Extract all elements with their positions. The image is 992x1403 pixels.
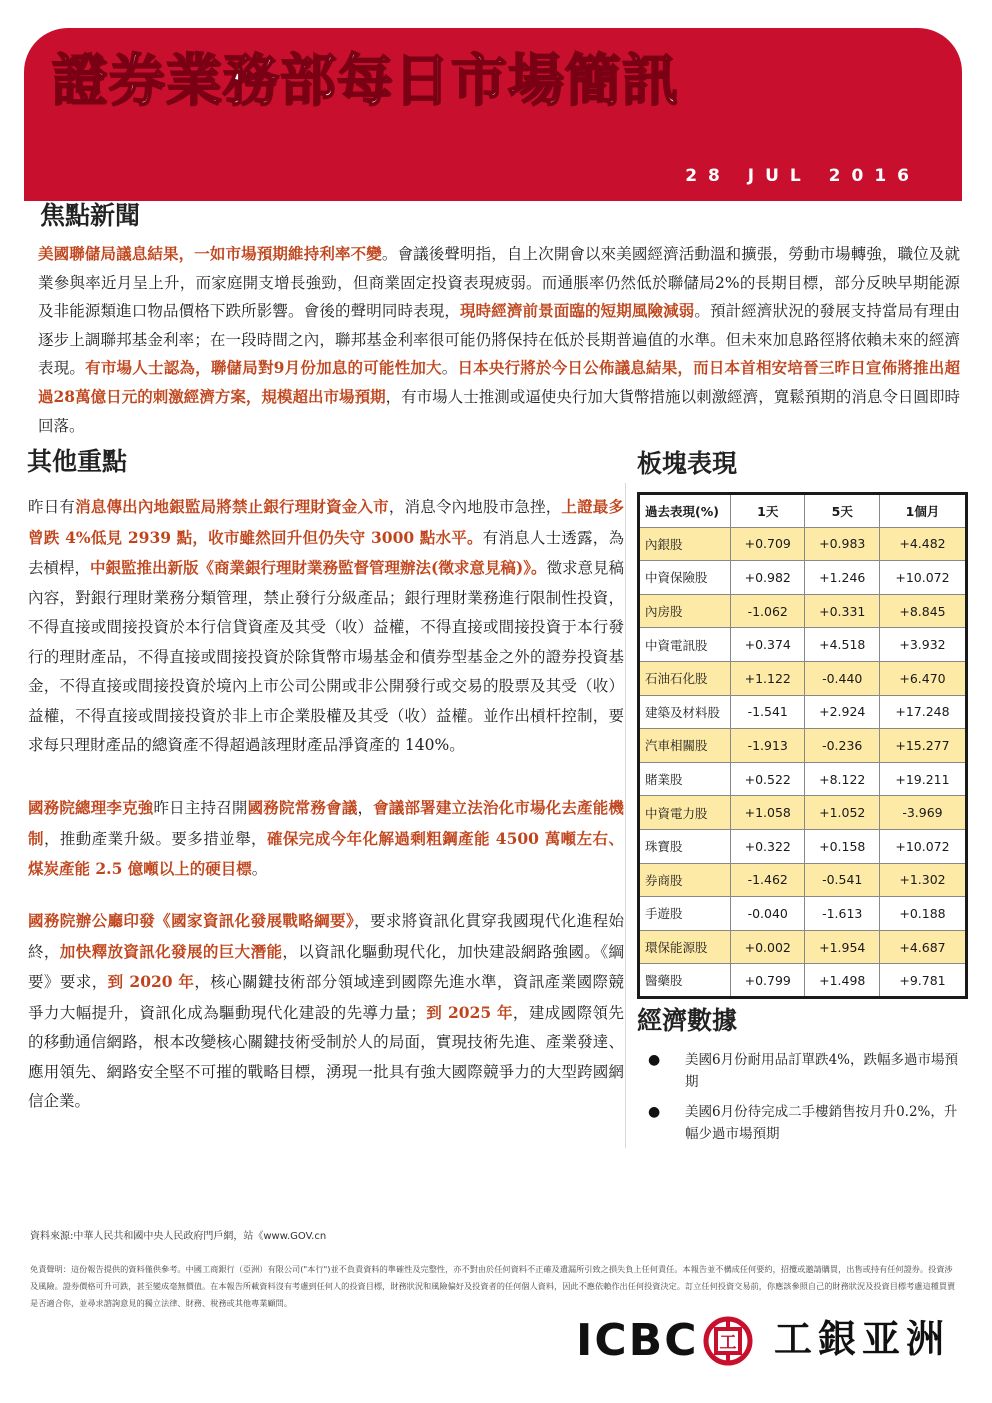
page-title: 證券業務部每日市場簡訊: [52, 49, 679, 114]
value-5d: -1.613: [805, 897, 879, 931]
table-row: [639, 729, 967, 763]
bullet-icon: ●: [648, 1104, 661, 1120]
value-5d: -0.440: [805, 661, 879, 695]
table-row: [639, 561, 967, 595]
table-row: [639, 796, 967, 830]
body-text: 。會議後聲明指，自上次開會以來美國經濟活動溫和擴張，勞動市場轉強，職位及就業參與率近月呈上升，而家庭開支增長強勁，但商業固定投資表現疲弱。而通脹率仍然低於聯儲局2%的長期目標，部分反映早期能源及非能源類進口物品價格下跌所影響。會後的聲明同時表現，: [38, 245, 960, 321]
value-5d: +1.246: [805, 561, 879, 595]
body-text: 。: [251, 860, 268, 878]
value-1d: -1.462: [731, 863, 805, 897]
table-row: [639, 762, 967, 796]
body-text: 。: [441, 359, 458, 378]
value-1m: +10.072: [879, 829, 966, 863]
sector-name: 券商股: [639, 863, 731, 897]
value-1m: +8.845: [879, 594, 966, 628]
sector-name: 內銀股: [639, 527, 731, 561]
sector-name: 石油石化股: [639, 661, 731, 695]
value-5d: +8.122: [805, 762, 879, 796]
value-1d: +0.322: [731, 829, 805, 863]
highlighted-text: 有市場人士認為，聯儲局對9月份加息的可能性加大: [85, 358, 442, 378]
focus-news-heading: 焦點新聞: [40, 201, 141, 230]
value-1m: +15.277: [879, 729, 966, 763]
economic-item: [648, 1101, 968, 1145]
col-header-5d: 5天: [805, 494, 879, 528]
value-1d: -1.541: [731, 695, 805, 729]
disclaimer: 免責聲明：這份報告提供的資料僅供參考。中國工商銀行（亞洲）有限公司("本行")並不負責資料的準確性及完整性，亦不對由於任何資料不正確及遺漏所引致之損失負上任何責任。本報告並不構成任何要約，招攬或邀請購買，出售或持有任何證券。投資涉及風險。證券價格可升可跌，甚至變成毫無價值。在本報告所載資料沒有考慮到任何人的投資目標，財務狀況和風險偏好及投資者的任何個人資料，因此不應依賴作出任何投資決定。訂立任何投資交易前，你應該參照自己的財務狀況及投資目標考慮這種買賣是否適合你，並尋求諮詢意見的獨立法律、財務、稅務或其他專業顧問。: [30, 1264, 956, 1308]
table-row: [639, 964, 967, 998]
value-1d: +0.002: [731, 930, 805, 964]
body-text: 有消息人士透露，為去槓桿，: [28, 528, 624, 577]
economic-item-text: 美國6月份耐用品訂單跌4%，跌幅多過市場預期: [685, 1052, 959, 1090]
economic-data-heading: 經濟數據: [637, 1006, 738, 1035]
highlighted-text: 日本央行將於今日公佈議息結果，而日本首相安培晉三昨日宣佈將推出超過28萬億日元的刺激經濟方案，規模超出市場預期: [38, 358, 960, 406]
value-5d: +0.331: [805, 594, 879, 628]
table-row: [639, 829, 967, 863]
table-row: [639, 863, 967, 897]
icbc-logo: [576, 1315, 962, 1367]
sector-name: 建築及材料股: [639, 695, 731, 729]
value-1d: +0.522: [731, 762, 805, 796]
value-5d: +4.518: [805, 628, 879, 662]
value-1m: +9.781: [879, 964, 966, 998]
highlighted-text: 上證最多曾跌 4%低見 2939 點，收市雖然回升但仍失守 3000 點水平。: [28, 497, 624, 547]
value-1d: +1.122: [731, 661, 805, 695]
sector-name: 內房股: [639, 594, 731, 628]
value-1d: -0.040: [731, 897, 805, 931]
value-1d: +1.058: [731, 796, 805, 830]
logo-chinese: 工銀亚洲: [774, 1317, 951, 1361]
value-1m: +4.687: [879, 930, 966, 964]
economic-item-text: 美國6月份待完成二手樓銷售按月升0.2%，升幅少過市場預期: [685, 1104, 958, 1142]
value-5d: -0.236: [805, 729, 879, 763]
sector-name: 中資電訊股: [639, 628, 731, 662]
highlighted-text: 中銀監推出新版《商業銀行理財業務監督管理辦法(徵求意見稿)》。: [90, 558, 547, 577]
value-1m: +3.932: [879, 628, 966, 662]
body-text: 。預計經濟狀況的發展支持當局有理由逐步上調聯邦基金利率；在一段時間之內，聯邦基金利率很可能仍將保持在低於長期普遍值的水準。但未來加息路徑將依賴未來的經濟表現。: [38, 302, 960, 378]
sector-name: 手遊股: [639, 897, 731, 931]
highlighted-text: 國務院辦公廳印發《國家資訊化發展戰略綱要》: [28, 911, 355, 930]
value-5d: +1.954: [805, 930, 879, 964]
highlighted-text: 會議部署建立法治化市場化去產能機制: [28, 798, 624, 848]
report-date: 28 JUL 2016: [685, 166, 920, 186]
value-1d: +0.982: [731, 561, 805, 595]
value-5d: -0.541: [805, 863, 879, 897]
focus-news-body: [38, 240, 960, 440]
value-5d: +1.498: [805, 964, 879, 998]
body-text: 昨日主持召開: [153, 799, 248, 817]
sector-name: 珠寶股: [639, 829, 731, 863]
col-header-period: 過去表現(%): [639, 494, 731, 528]
value-1d: -1.913: [731, 729, 805, 763]
value-5d: +2.924: [805, 695, 879, 729]
table-row: [639, 897, 967, 931]
table-row: [639, 628, 967, 662]
body-text: 昨日有: [28, 498, 76, 516]
column-divider: [625, 483, 626, 1148]
body-text: ，消息令內地股市急挫，: [388, 498, 562, 516]
highlighted-text: 國務院總理李克強: [28, 798, 154, 817]
sector-performance-table: [637, 492, 968, 999]
table-row: [639, 661, 967, 695]
table-header-row: [639, 494, 967, 528]
value-1m: +4.482: [879, 527, 966, 561]
highlighted-text: 現時經濟前景面臨的短期風險減弱: [459, 301, 695, 321]
body-text: 徵求意見稿內容，對銀行理財業務分類管理，禁止發行分級產品；銀行理財業務進行限制性投資，不得直接或間接投資於本行信貸資產及其受（收）益權，不得直接或間接投資于本行發行的理財產品，不得直接或間接投資於除貨幣市場基金和債券型基金之外的證券投資基金，不得直接或間接投資於境內上市公司公開或非公開發行或交易的股票及其受（收）益權，不得直接或間接投資於非上市企業股權及其受（收）益權。並作出槓杆控制，要求每只理財產品的總資產不得超過該理財產品淨資產的 140%。: [28, 559, 624, 754]
highlighted-text: 確保完成今年化解過剩粗鋼產能 4500 萬噸左右、煤炭產能 2.5 億噸以上的硬目標: [28, 828, 624, 878]
logo-mark-text: 工: [719, 1333, 737, 1353]
value-1d: +0.374: [731, 628, 805, 662]
source-note: 資料來源:中華人民共和國中央人民政府門戶網，站《www.GOV.cn: [30, 1231, 327, 1242]
sector-performance-heading: 板塊表現: [637, 449, 738, 478]
value-1m: +6.470: [879, 661, 966, 695]
body-text: ，推動產業升級。要多措並舉，: [43, 829, 267, 848]
body-text: ，以資訊化驅動現代化，加快建設網路強國。《綱要》要求，: [28, 942, 624, 991]
sector-name: 環保能源股: [639, 930, 731, 964]
table-row: [639, 695, 967, 729]
highlighted-text: 到 2020 年: [107, 972, 195, 991]
value-1m: +1.302: [879, 863, 966, 897]
col-header-1m: 1個月: [879, 494, 966, 528]
bullet-icon: ●: [648, 1052, 661, 1068]
value-1m: +17.248: [879, 695, 966, 729]
value-1d: +0.799: [731, 964, 805, 998]
highlighted-text: 國務院常務會議: [247, 798, 358, 817]
body-text: ，有市場人士推測或逼使央行加大貨幣措施以刺激經濟，寬鬆預期的消息令日圓即時回落。: [38, 387, 960, 435]
sector-name: 中資電力股: [639, 796, 731, 830]
value-1d: +0.709: [731, 527, 805, 561]
body-text: ，核心關鍵技術部分領域達到國際先進水準，資訊產業國際競爭力大幅提升，資訊化成為驅動現代化建設的先導力量；: [28, 973, 624, 1022]
highlighted-text: 加快釋放資訊化發展的巨大潛能: [59, 941, 283, 961]
table-row: [639, 594, 967, 628]
sector-name: 賭業股: [639, 762, 731, 796]
highlighted-text: 消息傳出內地銀監局將禁止銀行理財資金入市: [75, 497, 389, 516]
value-1m: -3.969: [879, 796, 966, 830]
other-paragraph-3: [28, 906, 624, 1117]
value-1d: -1.062: [731, 594, 805, 628]
body-text: ，建成國際領先的移動通信網路，根本改變核心關鍵技術受制於人的局面，實現技術先進、產業發達、應用領先、網路安全堅不可摧的戰略目標，湧現一批具有強大國際競爭力的大型跨國網信企業。: [28, 1003, 624, 1110]
value-1m: +19.211: [879, 762, 966, 796]
logo-english: ICBC: [576, 1315, 699, 1366]
highlighted-text: 美國聯儲局議息結果，一如市場預期維持利率不變: [38, 244, 382, 263]
other-highlights-heading: 其他重點: [27, 447, 128, 476]
value-5d: +0.983: [805, 527, 879, 561]
body-text: ，要求將資訊化貫穿我國現代化進程始終，: [28, 912, 624, 961]
table-row: [639, 527, 967, 561]
sector-name: 醫藥股: [639, 964, 731, 998]
icbc-emblem-icon: [702, 1315, 754, 1367]
value-1m: +10.072: [879, 561, 966, 595]
value-5d: +1.052: [805, 796, 879, 830]
other-paragraph-2: [28, 793, 624, 885]
value-5d: +0.158: [805, 829, 879, 863]
other-paragraph-1: [28, 492, 624, 761]
highlighted-text: 到 2025 年: [425, 1002, 513, 1022]
table-row: [639, 930, 967, 964]
col-header-1d: 1天: [731, 494, 805, 528]
value-1m: +0.188: [879, 897, 966, 931]
body-text: ，: [357, 799, 374, 817]
sector-name: 汽車相關股: [639, 729, 731, 763]
sector-name: 中資保險股: [639, 561, 731, 595]
economic-item: [648, 1049, 968, 1093]
